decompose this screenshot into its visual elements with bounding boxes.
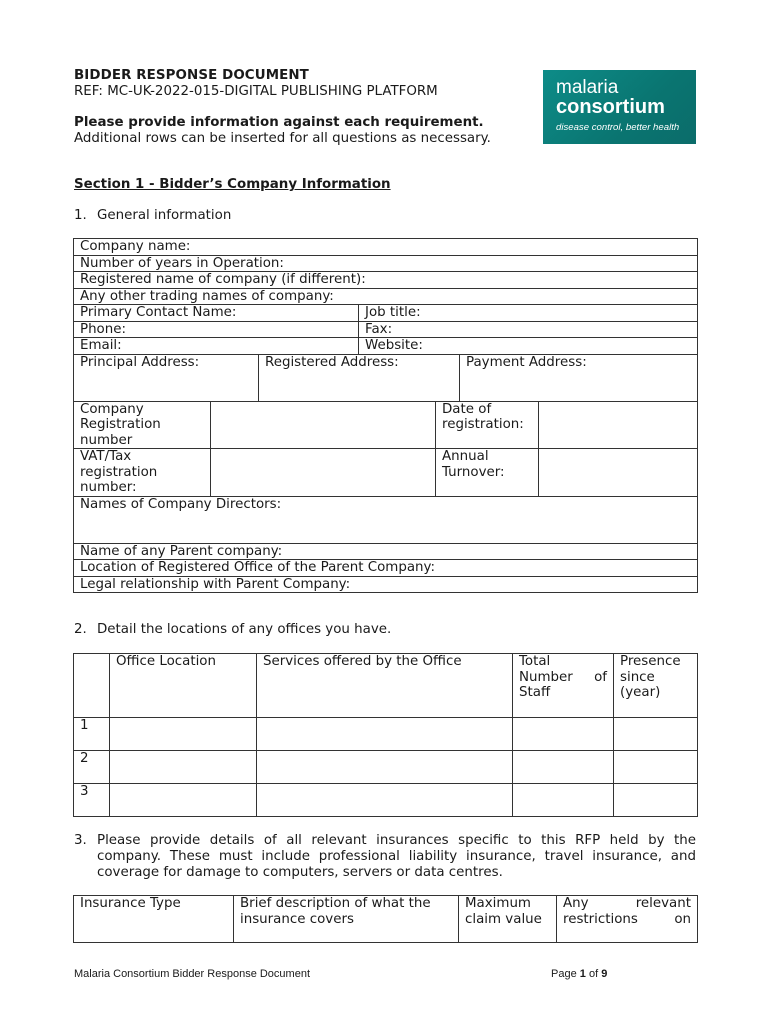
office-staff-input[interactable]: [513, 718, 614, 751]
footer-page-prefix: Page: [551, 968, 577, 980]
footer-document-name: Malaria Consortium Bidder Response Document: [74, 968, 310, 980]
insurance-table: [73, 895, 698, 943]
date-registration-label: Date of registration:: [436, 401, 539, 449]
directors-field[interactable]: Names of Company Directors:: [74, 496, 698, 543]
date-registration-input[interactable]: [539, 401, 698, 449]
instruction-bold: Please provide information against each requirement.: [74, 115, 484, 130]
offices-header-staff: Total Number of Staff: [513, 654, 614, 718]
malaria-consortium-logo: [543, 70, 696, 144]
legal-relationship-field[interactable]: Legal relationship with Parent Company:: [74, 576, 698, 593]
vat-number-label: VAT/Tax registration number:: [74, 449, 211, 497]
offices-header-blank: [74, 654, 110, 718]
question-2-number: 2.: [74, 622, 87, 637]
website-field[interactable]: Website:: [359, 338, 698, 355]
question-2: [74, 622, 391, 637]
general-information-table: [73, 238, 698, 593]
offices-header-services: Services offered by the Office: [257, 654, 513, 718]
table-row-number: 2: [74, 751, 110, 784]
logo-tagline: disease control, better health: [556, 122, 680, 133]
question-1: [74, 208, 231, 223]
footer-page-number: [551, 968, 607, 980]
parent-company-field[interactable]: Name of any Parent company:: [74, 543, 698, 560]
document-title: BIDDER RESPONSE DOCUMENT: [74, 68, 309, 83]
company-reg-number-label: Company Registration number: [74, 401, 211, 449]
company-name-field[interactable]: Company name:: [74, 239, 698, 256]
offices-header-presence: Presence since (year): [614, 654, 698, 718]
footer-page-current: 1: [579, 968, 586, 980]
contact-name-field[interactable]: Primary Contact Name:: [74, 305, 359, 322]
trading-names-field[interactable]: Any other trading names of company:: [74, 288, 698, 305]
payment-address-field[interactable]: Payment Address:: [460, 354, 698, 401]
vat-number-input[interactable]: [211, 449, 436, 497]
annual-turnover-input[interactable]: [539, 449, 698, 497]
office-presence-input[interactable]: [614, 718, 698, 751]
company-reg-number-input[interactable]: [211, 401, 436, 449]
question-3-number: 3.: [74, 833, 87, 848]
offices-header-location: Office Location: [110, 654, 257, 718]
table-row-number: 1: [74, 718, 110, 751]
footer-page-of: of: [588, 968, 599, 980]
document-ref: REF: MC-UK-2022-015-DIGITAL PUBLISHING PLATFORM: [74, 84, 438, 99]
logo-line1: malaria: [556, 77, 619, 98]
annual-turnover-label: Annual Turnover:: [436, 449, 539, 497]
principal-address-field[interactable]: Principal Address:: [74, 354, 259, 401]
office-presence-input[interactable]: [614, 751, 698, 784]
office-services-input[interactable]: [257, 718, 513, 751]
registered-name-field[interactable]: Registered name of company (if different):: [74, 272, 698, 289]
parent-office-field[interactable]: Location of Registered Office of the Parent Company:: [74, 560, 698, 577]
job-title-field[interactable]: Job title:: [359, 305, 698, 322]
question-2-label: Detail the locations of any offices you have.: [97, 622, 392, 637]
question-1-label: General information: [97, 208, 232, 223]
fax-field[interactable]: Fax:: [359, 321, 698, 338]
question-3-label: Please provide details of all relevant insurances specific to this RFP held by the company. These must include professional liability insurance, travel insurance, and coverage for damage to computers, servers or data centres.: [97, 833, 696, 880]
phone-field[interactable]: Phone:: [74, 321, 359, 338]
years-in-operation-field[interactable]: Number of years in Operation:: [74, 255, 698, 272]
insurance-header-max-claim: Maximum claim value: [459, 896, 557, 943]
office-services-input[interactable]: [257, 784, 513, 817]
office-location-input[interactable]: [110, 784, 257, 817]
office-staff-input[interactable]: [513, 751, 614, 784]
insurance-header-type: Insurance Type: [74, 896, 234, 943]
insurance-header-restrictions: Any relevant restrictions on: [557, 896, 698, 943]
office-location-input[interactable]: [110, 751, 257, 784]
registered-address-field[interactable]: Registered Address:: [259, 354, 460, 401]
instruction-text: Additional rows can be inserted for all questions as necessary.: [74, 131, 491, 146]
question-1-number: 1.: [74, 208, 87, 223]
footer-page-total: 9: [601, 968, 608, 980]
table-row-number: 3: [74, 784, 110, 817]
office-location-input[interactable]: [110, 718, 257, 751]
section-1-title: Section 1 - Bidder’s Company Information: [74, 177, 391, 192]
offices-table: [73, 653, 698, 817]
office-staff-input[interactable]: [513, 784, 614, 817]
logo-line2: consortium: [556, 96, 665, 118]
office-services-input[interactable]: [257, 751, 513, 784]
email-field[interactable]: Email:: [74, 338, 359, 355]
office-presence-input[interactable]: [614, 784, 698, 817]
insurance-header-description: Brief description of what the insurance covers: [234, 896, 459, 943]
